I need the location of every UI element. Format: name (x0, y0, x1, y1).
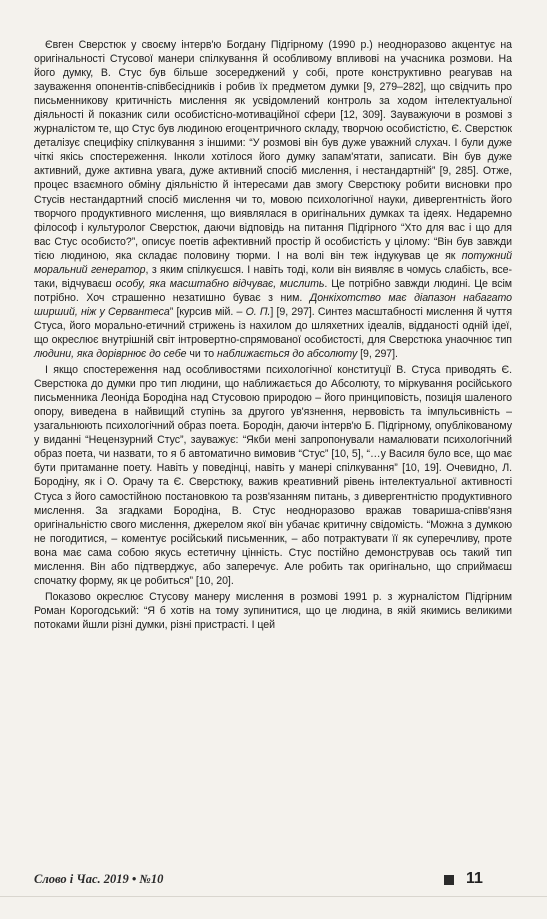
italic-run: людини, яка доріврнює до себе (34, 348, 187, 361)
square-marker-icon (444, 875, 454, 885)
paragraph-sverstiuk (34, 38, 512, 361)
text-run: [9, 297]. (357, 348, 398, 361)
bottom-divider (0, 896, 547, 897)
italic-run: О. П. (245, 305, 271, 318)
text-run: , з яким спілкуєшся. І навіть тоді, коли він виявляє в чомусь слабість, все-таки, відчуваєш (34, 263, 512, 290)
text-run: ” [курсив мій. – (169, 305, 246, 318)
paragraph-borodin (34, 363, 512, 588)
text-run: ] [9, 297]. Синтез масштабності мислення й чуття Стуса, його морально-етичний стрижень із нахилом до шляхетних ідеалів, відданості одній ідеї, що окреслює внутрішній світ інтровертно-спрямованої особистості, для Сверстюка унаочнює тип (34, 305, 513, 346)
text-run: Показово окреслює Стусову манеру мислення в розмові 1991 р. з журналістом Підгірним Роман Корогодський: “Я б хотів на тому зупинитися, що це людина, в якій якимись великими потоками йшли різні думки, різні пристрасті. І цей (34, 590, 512, 631)
italic-run: потужний моральний генератор (34, 249, 512, 276)
text-run: Євген Сверстюк у своєму інтерв'ю Богдану Підгірному (1990 р.) неодноразово акцентує на оригінальності Стусової манери спілкування й особливому впливові на учасника розмови. На його думку, В. Стус був більше зосереджений у собі, проте конструктивно реагував на зауваження опонентів-співбесідників і робив їх предметом думки [9, 279–282], що свідчить про письменникову критичність мислення як усвідомлений контроль за ходом інтелектуальної діяльності й показник сили особистісно-мотиваційної сфери [12, 309]. Зауважуючи в розмові з журналістом те, що Стус був людиною егоцентричного складу, творчою особистістю, Є. Сверстюк деталізує специфіку спілкування з іншими: “У розмові він був дуже уважний слухач. І були дуже чіткі якісь спостереження. Інколи хотілося його думку запам'ятати, записати. Він був дуже активний, дуже активна увага, дуже активний спосіб мислення, і нестандартній” [9, 285]. Отже, процес взаємного обміну діяльністю й інтересами дав змогу Сверстюку робити висновки про Стусів нестандартний спосіб мислення чи то, мовою психологічної науки, дивергентність його творчого продуктивного мислення, що виявлялася в оригінальних думках та ідеях. Недаремно філософ і культуролог Сверстюк, даючи відповідь на питання Підгірного “Хто для вас і що для вас Стус особисто?”, описує поетів афективний простір й особистість у цілому: “Він був завжди тією людиною, яка складає половину тюрми. І на волі він теж індукував це як (34, 39, 512, 262)
italic-run: наближається до абсолюту (217, 348, 358, 361)
journal-title: Слово і Час. 2019 • №10 (34, 872, 164, 886)
italic-run: особу, яка масштабно відчуває, мислить (115, 277, 325, 290)
text-run: . Це потрібно завжди людині. Це всім потрібно. Хоч страшенно незатишно буває з ним. (34, 277, 512, 304)
text-run: І якщо спостереження над особливостями психологічної конституції В. Стуса приводять Є. Сверстюка до думки про тип людини, що наближається до Абсолюту, то міркування російського письменника Леоніда Бородіна над Стусовою природою – його принциповість, позиція шаленого опору, виведена в найвищий ступінь за другого ув'язнення, нервовість та імпульсивність – узагальнюють психологічний образ поета. Бородін, даючи інтерв'ю Б. Підгірному, опублікованому у виданні “Нецензурний Стус”, зауважує: “Якби мені запропонували намалювати психологічний образ поета, чи назвати, то я б автоматично вимовив “Стус” [10, 5], “…у Василя було все, що має бути притаманне поету. Навіть у поведінці, навіть у манері спілкування” [10, 19]. Очевидно, Л. Бородіну, як і О. Орачу та Є. Сверстюку, важив креативний рівень інтелектуальної активності Стуса з його самостійною постановкою та розв'язанням питань, з дивергентністю продуктивного мислення. За згадками Бородіна, В. Стус неодноразово вражав товариша-співв'язня оригінальністю свого мислення, джерелом якої він убачає критичну свідомість. “Можна з думкою не погодитися, – коментує російський письменник, – або потрактувати її як суперечливу, проте вона має сама собою якусь естетичну цінність. Стус постійно демонстрував ось такий тип мислення. Він або підтверджує, або заперечує. Але робить так оригінально, що сприймаєш спочатку форму, як це робиться” [10, 20]. (34, 364, 512, 587)
page-number: 11 (466, 870, 483, 887)
paragraph-korohodskyi (34, 590, 512, 632)
page-footer (34, 869, 512, 891)
article-body (34, 38, 512, 632)
text-run: чи то (186, 348, 218, 361)
italic-run: Донкіхотство має діапазон набагато ширший, ніж у Сервантеса (34, 291, 512, 318)
